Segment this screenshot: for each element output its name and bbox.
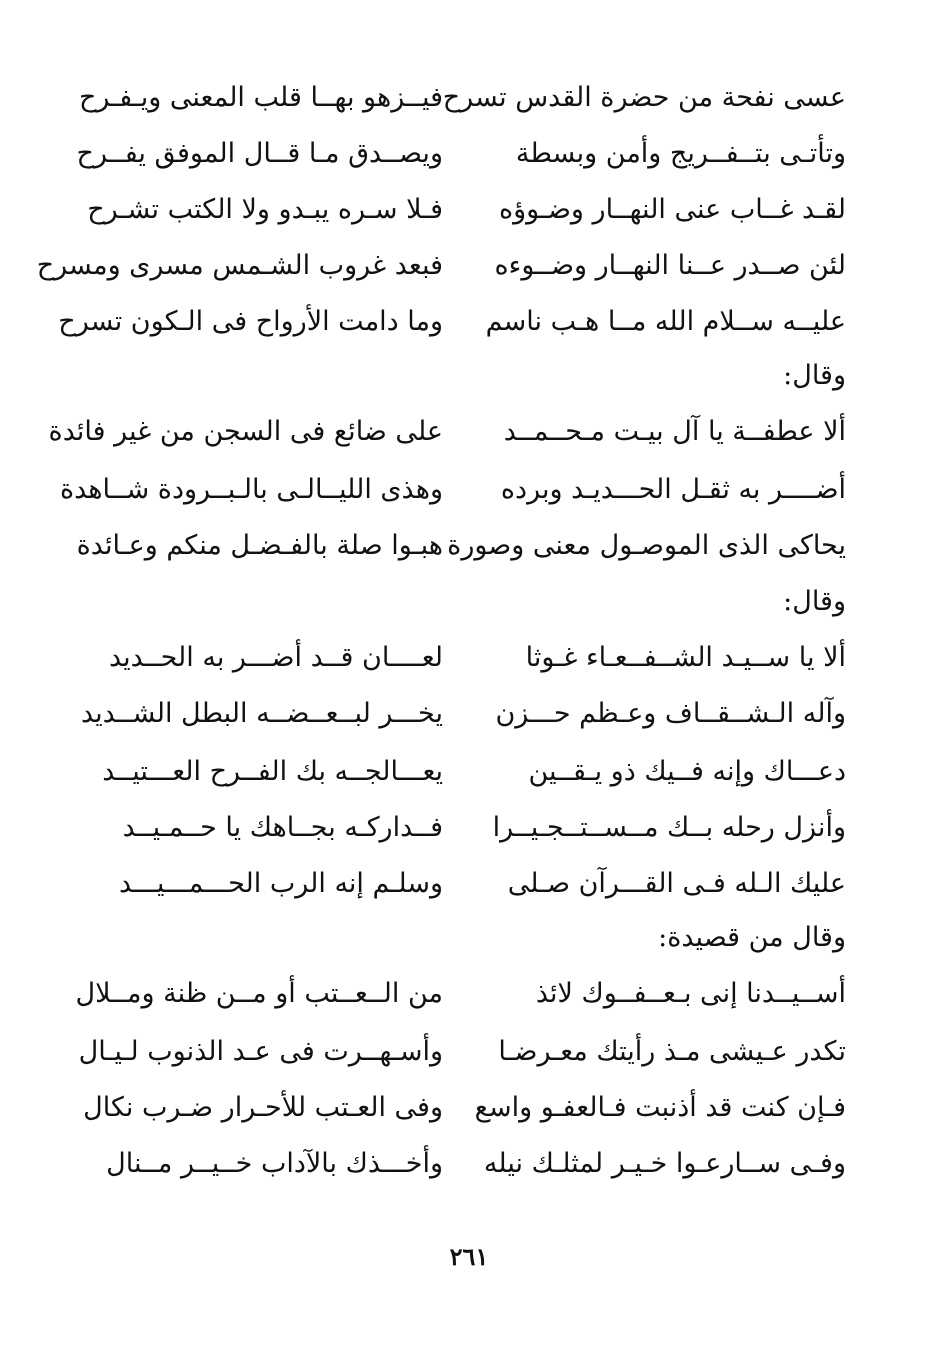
verse-second-hemistich: فـلا سـره يبـدو ولا الكتب تشـرح bbox=[87, 194, 443, 225]
verse-first-hemistich: أضــــر به ثقـل الحـــديـد وبرده bbox=[500, 474, 846, 505]
verse-first-hemistich: لقـد غــاب عنى النهــار وضـوؤه bbox=[498, 194, 846, 225]
verse-second-hemistich: وفى العـتب للأحـرار ضـرب نكال bbox=[83, 1092, 443, 1123]
verse-second-hemistich: يعـــالجــه بك الفــرح العـــتيــد bbox=[102, 756, 443, 787]
verse-second-hemistich: وأسـهــرت فى عـد الذنوب لـيـال bbox=[78, 1036, 443, 1067]
verse-first-hemistich: وأنزل رحله بــك مــســتــجـيــرا bbox=[492, 812, 846, 843]
verse-second-hemistich: وسلـم إنه الرب الحـــمـــيـــد bbox=[118, 868, 443, 899]
section-heading: وقال: bbox=[783, 586, 846, 617]
verse-first-hemistich: فـإن كنت قد أذنبت فـالعفـو واسع bbox=[474, 1092, 846, 1123]
verse-first-hemistich: تكدر عـيشى مـذ رأيتك معـرضـا bbox=[498, 1036, 846, 1067]
verse-first-hemistich: أســيــدنا إنى بـعــفــوك لائذ bbox=[535, 978, 846, 1009]
section-heading: وقال: bbox=[783, 360, 846, 391]
page-number: ٢٦١ bbox=[449, 1242, 489, 1271]
verse-first-hemistich: يحاكى الذى الموصـول معنى وصورة bbox=[447, 530, 846, 561]
verse-first-hemistich: ألا يا ســيـد الشــفــعـاء غـوثا bbox=[525, 642, 846, 673]
verse-first-hemistich: عليــه ســلام الله مــا هـب ناسم bbox=[485, 306, 846, 337]
verse-first-hemistich: وتأتـى بتــفــريج وأمن وبسطة bbox=[515, 138, 846, 169]
verse-first-hemistich: وآله الـشــقــاف وعـظم حـــزن bbox=[495, 698, 846, 729]
verse-second-hemistich: لعــــان قــد أضـــر به الحــديد bbox=[108, 642, 443, 673]
verse-first-hemistich: وفـى ســارعـوا خـيـر لمثلـك نيله bbox=[483, 1148, 846, 1179]
verse-first-hemistich: ألا عطفــة يا آل بيـت مـحــمــد bbox=[503, 416, 846, 447]
verse-first-hemistich: عسى نفحة من حضرة القدس تسرح bbox=[442, 82, 846, 113]
verse-second-hemistich: ويصــدق مـا قــال الموفق يفــرح bbox=[76, 138, 443, 169]
verse-first-hemistich: لئن صــدر عــنا النهــار وضــوءه bbox=[494, 250, 846, 281]
verse-second-hemistich: على ضائع فى السجن من غير فائدة bbox=[48, 416, 443, 447]
verse-second-hemistich: فــداركـه بجــاهك يا حــمـيــد bbox=[122, 812, 443, 843]
verse-second-hemistich: فيــزهو بهــا قلب المعنى ويـفـرح bbox=[78, 82, 443, 113]
verse-first-hemistich: دعـــاك وإنه فــيك ذو يـقــين bbox=[528, 756, 846, 787]
verse-second-hemistich: يخـــر لبــعــضــه البطل الشــديد bbox=[80, 698, 443, 729]
verse-second-hemistich: وهذى الليــالـى بالـبــرودة شــاهدة bbox=[59, 474, 443, 505]
verse-first-hemistich: عليك الـله فـى القـــرآن صـلى bbox=[507, 868, 846, 899]
section-heading: وقال من قصيدة: bbox=[658, 922, 846, 953]
verse-second-hemistich: وأخـــذك بالآداب خــيــر مــنال bbox=[106, 1148, 443, 1179]
verse-second-hemistich: هبـوا صلة بالفـضـل منكم وعـائدة bbox=[76, 530, 443, 561]
verse-second-hemistich: من الــعــتب أو مــن ظنة ومــلال bbox=[75, 978, 443, 1009]
verse-second-hemistich: وما دامت الأرواح فى الـكون تسرح bbox=[58, 306, 443, 337]
verse-second-hemistich: فبعد غروب الشـمس مسرى ومسرح bbox=[36, 250, 443, 281]
